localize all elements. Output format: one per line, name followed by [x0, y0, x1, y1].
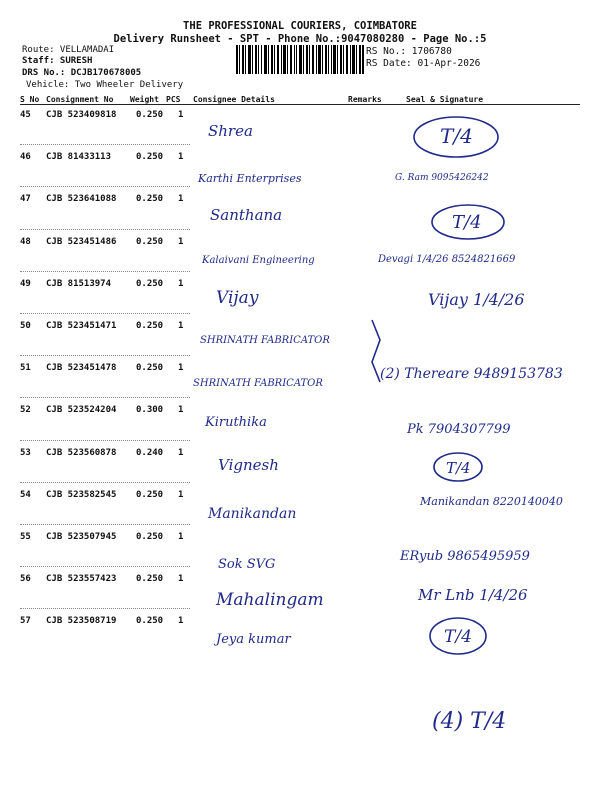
row-consignment: CJB 523409818: [46, 110, 117, 120]
hw-seal-55: ERyub 9865495959: [400, 549, 530, 564]
row-pcs: 1: [178, 194, 184, 205]
row-weight: 0.250: [136, 278, 164, 289]
row-weight: 0.250: [136, 363, 164, 374]
hw-footer-note: (4) T/4: [432, 709, 507, 734]
col-consignee: Consignee Details: [193, 95, 275, 104]
row-consignment: CJB 523524204: [46, 405, 117, 416]
hw-seal-51: (2) Thereare 9489153783: [380, 366, 563, 382]
rs-number: RS No.: 1706780: [366, 46, 452, 57]
col-weight: Weight: [130, 95, 159, 104]
hw-consignee-51: SHRINATH FABRICATOR: [193, 378, 323, 389]
col-seal: Seal & Signature: [406, 95, 484, 104]
col-consignment: Consignment No: [46, 95, 114, 104]
row-consignment: CJB 523582545: [46, 489, 117, 500]
row-pcs: 1: [178, 489, 184, 500]
row-sno: 52: [20, 405, 31, 416]
hw-consignee-50: SHRINATH FABRICATOR: [200, 335, 330, 346]
hw-seal-53: T/4: [446, 459, 471, 477]
hw-seal-45: T/4: [440, 124, 473, 148]
row-pcs: 1: [178, 574, 184, 585]
row-sno: 48: [20, 236, 31, 247]
row-consignment: CJB 523451486: [46, 236, 117, 247]
row-sno: 56: [20, 574, 31, 585]
row-weight: 0.250: [136, 236, 164, 247]
row-weight: 0.240: [136, 447, 164, 458]
row-weight: 0.250: [136, 110, 164, 120]
row-weight: 0.250: [136, 532, 164, 542]
row-pcs: 1: [178, 447, 184, 458]
hw-consignee-55: Sok SVG: [218, 557, 276, 572]
hw-consignee-56: Mahalingam: [216, 590, 324, 610]
runsheet-subtitle: Delivery Runsheet - SPT - Phone No.:9047080280 - Page No.:5: [113, 33, 487, 45]
company-title: THE PROFESSIONAL COURIERS, COIMBATORE: [183, 20, 417, 32]
row-weight: 0.250: [136, 489, 164, 500]
row-pcs: 1: [178, 278, 184, 289]
row-pcs: 1: [178, 616, 184, 627]
row-weight: 0.250: [136, 194, 164, 205]
row-pcs: 1: [178, 152, 184, 163]
hw-consignee-46: Karthi Enterprises: [198, 172, 302, 185]
row-pcs: 1: [178, 236, 184, 247]
row-pcs: 1: [178, 110, 184, 120]
row-sno: 46: [20, 152, 31, 163]
row-weight: 0.250: [136, 321, 164, 331]
row-consignment: CJB 523508719: [46, 616, 117, 627]
hw-seal-52: Pk 7904307799: [407, 422, 511, 437]
row-consignment: CJB 523451471: [46, 321, 117, 331]
hw-seal-48: Devagi 1/4/26 8524821669: [378, 254, 516, 265]
row-weight: 0.250: [136, 616, 164, 627]
row-consignment: CJB 81433113: [46, 152, 112, 163]
drs-line: DRS No.: DCJB170678005: [22, 68, 142, 78]
row-weight: 0.250: [136, 574, 164, 585]
hw-seal-56: Mr Lnb 1/4/26: [418, 586, 528, 604]
row-sno: 53: [20, 447, 31, 458]
row-pcs: 1: [178, 321, 184, 331]
row-sno: 54: [20, 489, 31, 500]
hw-seal-47: T/4: [452, 212, 482, 233]
row-weight: 0.300: [136, 405, 164, 416]
col-pcs: PCS: [166, 95, 181, 104]
hw-seal-54: Manikandan 8220140040: [420, 495, 563, 508]
row-consignment: CJB 523560878: [46, 447, 117, 458]
hw-seal-46: G. Ram 9095426242: [395, 173, 489, 183]
hw-consignee-48: Kalaivani Engineering: [202, 255, 315, 266]
row-consignment: CJB 81513974: [46, 278, 112, 289]
col-remarks: Remarks: [348, 95, 382, 104]
row-sno: 47: [20, 194, 31, 205]
hw-consignee-57: Jeya kumar: [216, 632, 291, 647]
staff-line: Staff: SURESH: [22, 56, 93, 66]
row-sno: 57: [20, 616, 31, 627]
hw-consignee-45: Shrea: [208, 122, 253, 140]
row-consignment: CJB 523641088: [46, 194, 117, 205]
hw-seal-49: Vijay 1/4/26: [428, 290, 525, 309]
row-sno: 55: [20, 532, 31, 542]
hw-consignee-52: Kiruthika: [205, 415, 267, 430]
bracket-50-51: [372, 320, 380, 382]
hw-consignee-53: Vignesh: [218, 456, 279, 474]
row-consignment: CJB 523557423: [46, 574, 117, 585]
row-consignment: CJB 523507945: [46, 532, 117, 542]
row-sno: 50: [20, 321, 31, 331]
row-sno: 51: [20, 363, 31, 374]
hw-consignee-54: Manikandan: [208, 506, 297, 522]
hw-seal-57: T/4: [444, 627, 472, 647]
route-line: Route: VELLAMADAI: [22, 45, 115, 55]
row-sno: 45: [20, 110, 31, 120]
row-consignment: CJB 523451478: [46, 363, 117, 374]
row-pcs: 1: [178, 363, 184, 374]
col-sno: S No: [20, 95, 40, 104]
rs-date: RS Date: 01-Apr-2026: [366, 58, 481, 69]
row-weight: 0.250: [136, 152, 164, 163]
vehicle-line: Vehicle: Two Wheeler Delivery: [26, 80, 184, 90]
row-pcs: 1: [178, 532, 184, 542]
row-pcs: 1: [178, 405, 184, 416]
row-sno: 49: [20, 278, 31, 289]
hw-consignee-49: Vijay: [216, 288, 259, 308]
hw-consignee-47: Santhana: [210, 206, 283, 224]
